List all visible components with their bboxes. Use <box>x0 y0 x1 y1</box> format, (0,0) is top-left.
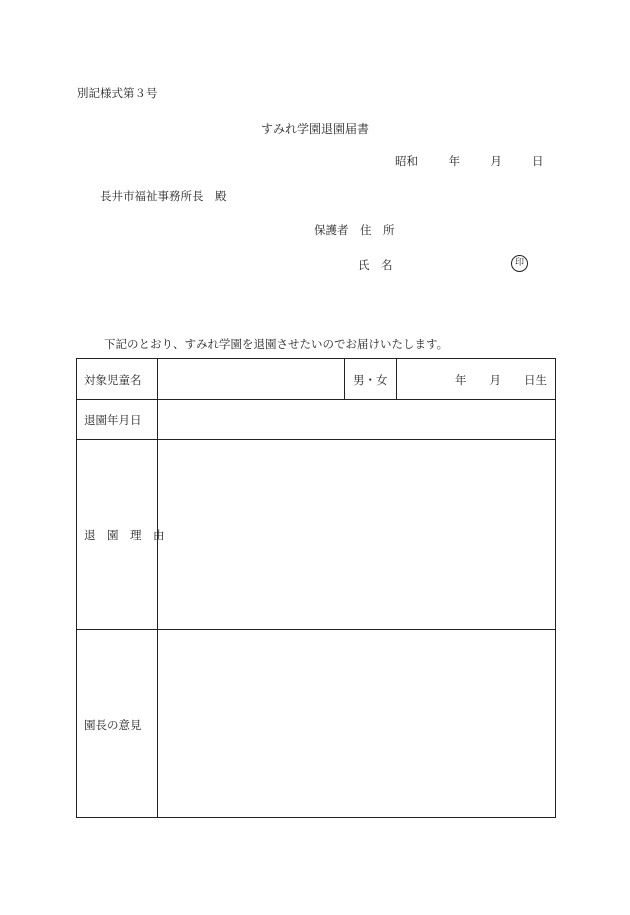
row-divider <box>77 399 555 400</box>
gender-label: 男・女 <box>353 373 388 387</box>
page-title: すみれ学園退園届書 <box>260 122 369 136</box>
gender-divider-right <box>396 359 397 399</box>
date-day: 日 <box>531 154 544 168</box>
withdrawal-reason-label: 退 園 理 由 <box>84 528 165 542</box>
guardian-name-label: 氏 名 <box>358 258 393 272</box>
withdrawal-table <box>76 358 556 818</box>
date-year: 年 <box>448 154 461 168</box>
birth-date-label: 年 月 日生 <box>455 373 547 387</box>
form-number: 別記様式第３号 <box>77 86 158 100</box>
date-era: 昭和 <box>395 154 418 168</box>
director-opinion-label: 園長の意見 <box>84 718 142 732</box>
date-month: 月 <box>490 154 502 168</box>
addressee: 長井市福祉事務所長 殿 <box>100 189 227 203</box>
seal-mark: 印 <box>511 255 528 272</box>
guardian-address-label: 保護者 住 所 <box>314 223 395 237</box>
gender-divider-left <box>344 359 345 399</box>
label-column-divider <box>157 359 158 818</box>
child-name-label: 対象児童名 <box>84 373 142 387</box>
withdrawal-date-label: 退園年月日 <box>84 413 142 427</box>
row-divider <box>77 629 555 630</box>
statement-text: 下記のとおり、すみれ学園を退園させたいのでお届けいたします。 <box>104 337 449 351</box>
row-divider <box>77 439 555 440</box>
date-line <box>395 153 543 169</box>
